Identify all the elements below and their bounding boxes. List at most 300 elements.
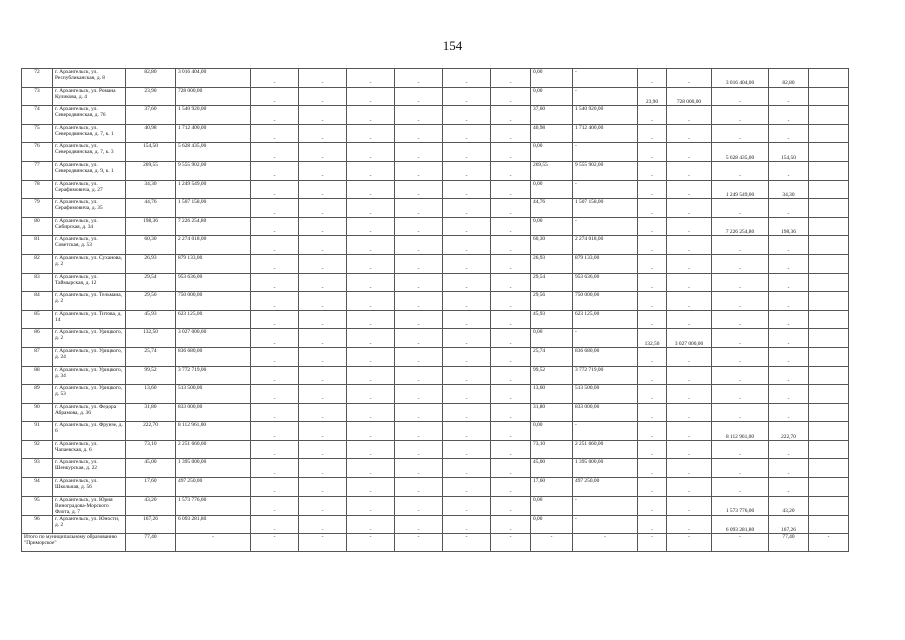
table-cell: 0,00 <box>531 87 573 106</box>
table-cell: 37,60 <box>531 106 573 125</box>
table-cell-empty <box>809 87 849 106</box>
table-cell: - <box>712 478 769 497</box>
table-cell: - <box>638 292 667 311</box>
table-cell: - <box>347 385 395 404</box>
table-cell: - <box>299 515 347 534</box>
table-cell: 26,93 <box>126 254 176 273</box>
table-cell: 40,98 <box>531 124 573 143</box>
table-cell: - <box>347 236 395 255</box>
table-cell: - <box>638 254 667 273</box>
table-cell: - <box>347 180 395 199</box>
table-row <box>22 87 849 106</box>
table-cell: г. Архангельск, ул. Шенкурская, д. 22 <box>53 459 126 478</box>
table-cell: - <box>299 496 347 515</box>
table-cell: - <box>443 515 491 534</box>
table-cell: - <box>251 69 299 88</box>
table-cell: - <box>667 292 712 311</box>
table-cell: 167,26 <box>126 515 176 534</box>
table-cell: 2 274 018,00 <box>176 236 251 255</box>
table-cell: 17,60 <box>531 478 573 497</box>
table-cell: 1 507 158,00 <box>573 199 638 218</box>
table-cell: - <box>573 180 638 199</box>
table-cell: - <box>299 87 347 106</box>
table-cell: - <box>443 69 491 88</box>
table-cell: 45,93 <box>126 310 176 329</box>
table-cell-empty <box>809 69 849 88</box>
table-cell: - <box>667 385 712 404</box>
table-cell: 269,55 <box>531 161 573 180</box>
total-cell: - <box>531 534 573 552</box>
table-cell: - <box>769 366 809 385</box>
table-cell: - <box>769 459 809 478</box>
table-cell: - <box>638 124 667 143</box>
table-cell: - <box>667 180 712 199</box>
table-cell: 3 016 404,00 <box>176 69 251 88</box>
table-cell: - <box>347 496 395 515</box>
table-cell: - <box>491 515 531 534</box>
table-cell: - <box>638 347 667 366</box>
table-cell: - <box>491 124 531 143</box>
table-row <box>22 217 849 236</box>
table-cell: г. Архангельск, ул. Серафимовича, д. 35 <box>53 199 126 218</box>
table-cell: - <box>491 69 531 88</box>
table-cell: 29,54 <box>126 273 176 292</box>
page-number: 154 <box>442 38 463 53</box>
table-cell: г. Архангельск, ул. Чапаевская, д. 6 <box>53 440 126 459</box>
table-row <box>22 236 849 255</box>
table-cell: 72 <box>22 69 53 88</box>
table-cell: 1 395 000,00 <box>176 459 251 478</box>
table-cell: - <box>712 292 769 311</box>
table-cell: - <box>667 403 712 422</box>
table-cell: - <box>769 273 809 292</box>
table-cell: - <box>251 217 299 236</box>
table-row <box>22 459 849 478</box>
table-cell: - <box>573 69 638 88</box>
table-cell: - <box>573 143 638 162</box>
table-cell: - <box>667 422 712 441</box>
table-cell: 222,70 <box>769 422 809 441</box>
table-cell: 513 500,00 <box>573 385 638 404</box>
table-cell: - <box>395 347 443 366</box>
table-cell: - <box>251 496 299 515</box>
table-cell: 44,76 <box>531 199 573 218</box>
table-cell: - <box>299 236 347 255</box>
table-cell: 81 <box>22 236 53 255</box>
table-row <box>22 143 849 162</box>
table-cell: - <box>667 106 712 125</box>
table-cell: - <box>443 403 491 422</box>
table-cell: 82 <box>22 254 53 273</box>
table-cell-empty <box>809 217 849 236</box>
table-cell: 99,52 <box>126 366 176 385</box>
table-cell: - <box>667 199 712 218</box>
table-cell: 0,00 <box>531 329 573 348</box>
table-cell: 31,80 <box>531 403 573 422</box>
table-cell: 26,93 <box>531 254 573 273</box>
table-cell: 1 712 400,00 <box>573 124 638 143</box>
table-cell: 154,50 <box>126 143 176 162</box>
table-cell: 74 <box>22 106 53 125</box>
table-cell-empty <box>809 161 849 180</box>
table-cell: - <box>667 69 712 88</box>
table-cell: 513 500,00 <box>176 385 251 404</box>
table-cell: - <box>395 385 443 404</box>
table-cell: - <box>491 329 531 348</box>
table-cell: - <box>347 217 395 236</box>
table-cell: 833 000,00 <box>176 403 251 422</box>
table-cell: 0,00 <box>531 422 573 441</box>
table-cell: - <box>638 236 667 255</box>
table-cell: - <box>251 459 299 478</box>
table-cell: 82,80 <box>769 69 809 88</box>
table-cell: - <box>347 106 395 125</box>
table-cell: - <box>443 217 491 236</box>
table-cell: - <box>251 347 299 366</box>
table-cell: - <box>395 496 443 515</box>
table-cell: - <box>443 273 491 292</box>
table-cell-empty <box>809 143 849 162</box>
table-cell: - <box>443 478 491 497</box>
table-cell: - <box>251 440 299 459</box>
table-cell: - <box>251 161 299 180</box>
table-cell: - <box>712 440 769 459</box>
table-cell: 1 540 920,00 <box>176 106 251 125</box>
table-row <box>22 310 849 329</box>
table-cell: - <box>299 329 347 348</box>
table-cell: - <box>769 347 809 366</box>
table-cell: - <box>638 440 667 459</box>
table-cell: 6 093 281,80 <box>712 515 769 534</box>
table-cell: г. Архангельск, ул. Федора Абрамова, д. 36 <box>53 403 126 422</box>
table-cell-empty <box>809 347 849 366</box>
table-cell: - <box>667 217 712 236</box>
table-cell: - <box>712 366 769 385</box>
table-cell: - <box>712 161 769 180</box>
total-cell: - <box>176 534 251 552</box>
table-cell: - <box>299 180 347 199</box>
table-cell: 79 <box>22 199 53 218</box>
table-cell: - <box>712 403 769 422</box>
table-cell: - <box>299 440 347 459</box>
table-cell: - <box>769 236 809 255</box>
table-cell-empty <box>809 515 849 534</box>
table-cell-empty <box>809 310 849 329</box>
table-cell: - <box>638 199 667 218</box>
table-cell: - <box>395 199 443 218</box>
table-cell: 5 628 435,00 <box>712 143 769 162</box>
table-cell: г. Архангельск, ул. Северодвинская, д. 9, к. 1 <box>53 161 126 180</box>
table-cell: - <box>251 515 299 534</box>
table-cell: - <box>395 292 443 311</box>
table-cell: 85 <box>22 310 53 329</box>
table-cell: - <box>347 199 395 218</box>
table-cell: - <box>347 403 395 422</box>
table-cell: - <box>395 440 443 459</box>
table-row <box>22 403 849 422</box>
total-cell: - <box>638 534 667 552</box>
table-cell: 1 249 549,00 <box>176 180 251 199</box>
table-cell: 750 000,00 <box>176 292 251 311</box>
table-cell: - <box>638 69 667 88</box>
table-cell: - <box>712 273 769 292</box>
total-row <box>22 534 849 552</box>
table-cell: - <box>638 273 667 292</box>
table-cell: 0,00 <box>531 217 573 236</box>
table-cell: - <box>491 180 531 199</box>
table-cell: - <box>638 515 667 534</box>
table-cell: - <box>395 87 443 106</box>
table-cell: г. Архангельск, ул. Фрунзе, д. 6 <box>53 422 126 441</box>
table-cell: 37,60 <box>126 106 176 125</box>
table-cell: - <box>251 292 299 311</box>
table-cell-empty <box>809 292 849 311</box>
table-cell: - <box>769 199 809 218</box>
table-cell: 750 000,00 <box>573 292 638 311</box>
table-cell: 2 274 018,00 <box>573 236 638 255</box>
table-cell: г. Архангельск, ул. Серафимовича, д. 27 <box>53 180 126 199</box>
table-cell-empty <box>809 478 849 497</box>
table-cell: - <box>443 347 491 366</box>
table-cell: 95 <box>22 496 53 515</box>
table-cell: - <box>395 422 443 441</box>
table-cell: - <box>443 292 491 311</box>
table-cell: - <box>443 180 491 199</box>
table-cell: - <box>299 422 347 441</box>
table-cell: - <box>395 459 443 478</box>
table-cell: - <box>491 273 531 292</box>
total-cell: - <box>491 534 531 552</box>
table-cell: г. Архангельск, ул. Таймырская, д. 12 <box>53 273 126 292</box>
table-cell: - <box>667 161 712 180</box>
table-cell: 879 133,00 <box>573 254 638 273</box>
table-body <box>22 69 849 552</box>
table-cell: - <box>347 422 395 441</box>
table-cell: - <box>395 143 443 162</box>
table-cell: - <box>347 254 395 273</box>
table-cell: - <box>395 329 443 348</box>
table-cell: - <box>769 106 809 125</box>
table-cell: 833 000,00 <box>573 403 638 422</box>
table-cell: 7 226 254,80 <box>176 217 251 236</box>
table-cell: - <box>491 161 531 180</box>
table-cell: 728 000,00 <box>667 87 712 106</box>
table-cell: - <box>667 273 712 292</box>
table-cell: - <box>251 366 299 385</box>
table-cell: - <box>667 478 712 497</box>
table-cell: - <box>491 478 531 497</box>
table-cell: - <box>443 87 491 106</box>
table-cell: - <box>347 273 395 292</box>
table-cell: 86 <box>22 329 53 348</box>
table-cell: - <box>395 217 443 236</box>
table-cell: - <box>395 403 443 422</box>
table-cell: 879 133,00 <box>176 254 251 273</box>
table-cell: 82,80 <box>126 69 176 88</box>
table-cell: - <box>347 161 395 180</box>
table-cell: - <box>347 329 395 348</box>
table-cell: 3 027 000,00 <box>667 329 712 348</box>
table-cell: - <box>299 366 347 385</box>
table-cell: - <box>299 124 347 143</box>
table-cell: 623 125,00 <box>573 310 638 329</box>
table-cell: 836 680,00 <box>176 347 251 366</box>
table-cell: - <box>769 254 809 273</box>
table-cell: - <box>638 143 667 162</box>
table-cell-empty <box>809 180 849 199</box>
table-cell: - <box>491 254 531 273</box>
table-row <box>22 106 849 125</box>
table-cell-empty <box>809 440 849 459</box>
table-cell: 953 636,00 <box>573 273 638 292</box>
table-cell: 0,00 <box>531 69 573 88</box>
table-row <box>22 440 849 459</box>
table-cell: 0,00 <box>531 496 573 515</box>
table-cell: 45,00 <box>531 459 573 478</box>
table-cell: 31,80 <box>126 403 176 422</box>
table-cell: - <box>712 459 769 478</box>
table-cell: 8 112 961,00 <box>712 422 769 441</box>
table-cell: - <box>638 385 667 404</box>
table-cell: г. Архангельск, ул. Урицкого, д. 34 <box>53 366 126 385</box>
table-cell: - <box>395 106 443 125</box>
table-cell: - <box>667 347 712 366</box>
table-row <box>22 273 849 292</box>
table-cell: - <box>573 515 638 534</box>
table-cell-empty <box>809 124 849 143</box>
table-cell: - <box>667 236 712 255</box>
table-cell: - <box>667 366 712 385</box>
table-cell: - <box>769 329 809 348</box>
table-cell: - <box>491 292 531 311</box>
table-cell: 60,30 <box>531 236 573 255</box>
table-cell: - <box>667 515 712 534</box>
table-cell: - <box>667 143 712 162</box>
total-cell: - <box>667 534 712 552</box>
table-cell: - <box>769 161 809 180</box>
table-cell: - <box>251 310 299 329</box>
table-cell: - <box>299 69 347 88</box>
table-cell: - <box>395 124 443 143</box>
table-cell: - <box>299 199 347 218</box>
table-cell: 167,26 <box>769 515 809 534</box>
table-cell: - <box>443 422 491 441</box>
table-cell: - <box>251 124 299 143</box>
table-cell: - <box>638 403 667 422</box>
table-cell: г. Архангельск, ул. Урицкого, д. 24 <box>53 347 126 366</box>
total-cell: 77,40 <box>126 534 176 552</box>
table-cell: - <box>491 236 531 255</box>
table-cell: 836 680,00 <box>573 347 638 366</box>
table-cell: - <box>299 292 347 311</box>
table-cell: - <box>769 403 809 422</box>
table-cell: - <box>299 106 347 125</box>
table-cell: 34,30 <box>126 180 176 199</box>
table-cell: - <box>573 329 638 348</box>
table-cell: - <box>251 329 299 348</box>
table-cell: - <box>395 310 443 329</box>
table-cell: - <box>299 161 347 180</box>
table-cell: 269,55 <box>126 161 176 180</box>
table-cell: 45,00 <box>126 459 176 478</box>
table-cell: - <box>299 478 347 497</box>
table-cell: г. Архангельск, ул. Советская, д. 53 <box>53 236 126 255</box>
table-cell: - <box>347 69 395 88</box>
table-cell: 43,20 <box>126 496 176 515</box>
table-cell: 29,56 <box>531 292 573 311</box>
table-cell: - <box>573 217 638 236</box>
table-cell: - <box>395 366 443 385</box>
table-cell: - <box>712 310 769 329</box>
table-cell: 728 000,00 <box>176 87 251 106</box>
table-cell: - <box>395 180 443 199</box>
table-cell: 1 712 400,00 <box>176 124 251 143</box>
table-row <box>22 254 849 273</box>
table-cell: - <box>347 366 395 385</box>
table-cell: - <box>769 478 809 497</box>
table-cell: - <box>251 180 299 199</box>
table-row <box>22 180 849 199</box>
table-cell: 92 <box>22 440 53 459</box>
table-cell-empty <box>809 106 849 125</box>
table-cell: 99,52 <box>531 366 573 385</box>
table-cell: - <box>347 478 395 497</box>
table-row <box>22 161 849 180</box>
table-cell: - <box>395 254 443 273</box>
table-row <box>22 366 849 385</box>
table-cell-empty <box>809 329 849 348</box>
table-cell: - <box>251 273 299 292</box>
table-cell: - <box>712 87 769 106</box>
table-cell: 17,60 <box>126 478 176 497</box>
table-cell: 497 250,00 <box>573 478 638 497</box>
table-cell: 13,60 <box>531 385 573 404</box>
table-cell: г. Архангельск, ул. Юрия Виноградова-Морского Флота, д. 7 <box>53 496 126 515</box>
table-cell: - <box>251 236 299 255</box>
table-cell: 1 249 549,00 <box>712 180 769 199</box>
total-cell: - <box>443 534 491 552</box>
table-cell: 43,20 <box>769 496 809 515</box>
table-cell: 77 <box>22 161 53 180</box>
table-cell: - <box>443 199 491 218</box>
table-cell: - <box>299 385 347 404</box>
table-cell: 23,90 <box>126 87 176 106</box>
total-cell: - <box>299 534 347 552</box>
table-cell: - <box>638 106 667 125</box>
table-cell: - <box>491 347 531 366</box>
table-cell: - <box>491 87 531 106</box>
table-cell: 76 <box>22 143 53 162</box>
table-cell: 1 507 158,00 <box>176 199 251 218</box>
table-cell: - <box>638 422 667 441</box>
table-row <box>22 199 849 218</box>
table-cell: 73 <box>22 87 53 106</box>
table-cell: 1 395 000,00 <box>573 459 638 478</box>
table-cell: 5 628 435,00 <box>176 143 251 162</box>
table-cell: - <box>347 124 395 143</box>
table-cell: - <box>443 459 491 478</box>
table-cell: - <box>769 124 809 143</box>
table-cell: 34,30 <box>769 180 809 199</box>
table-cell: 94 <box>22 478 53 497</box>
table-cell: - <box>769 385 809 404</box>
table-cell: - <box>251 478 299 497</box>
table-cell: г. Архангельск, ул. Тельмана, д. 2 <box>53 292 126 311</box>
table-cell: - <box>769 292 809 311</box>
table-cell: - <box>395 515 443 534</box>
table-cell-empty <box>809 254 849 273</box>
table-cell: 154,50 <box>769 143 809 162</box>
